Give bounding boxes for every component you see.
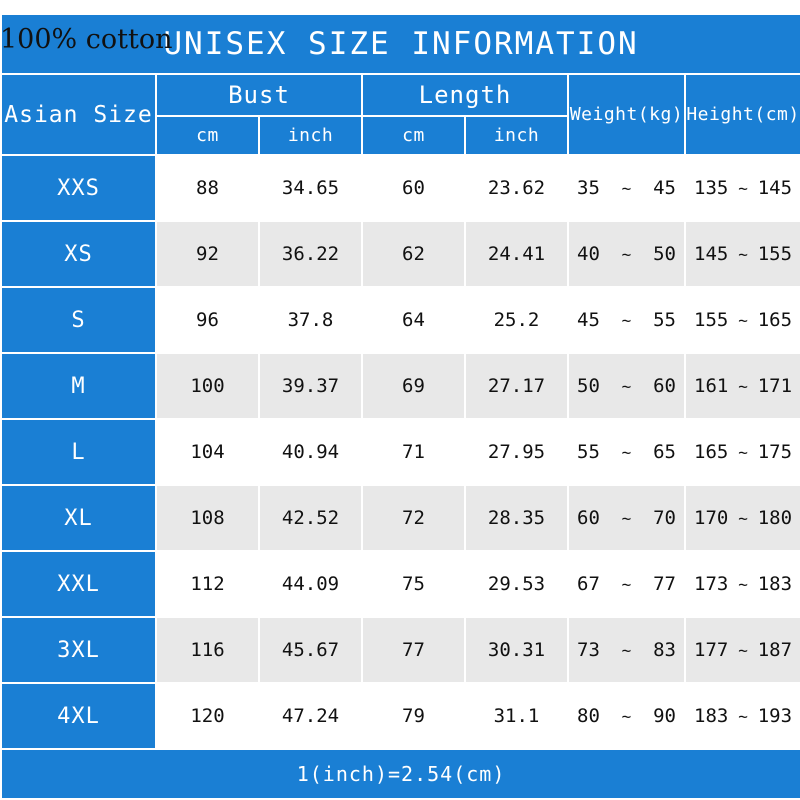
table-row xyxy=(1,485,800,551)
weight-max: 55 xyxy=(653,309,676,331)
height-min: 183 xyxy=(694,705,729,727)
row-size-label: XXL xyxy=(1,551,156,617)
cell-length-cm: 64 xyxy=(362,287,465,353)
cell-bust-cm: 112 xyxy=(156,551,259,617)
cell-bust-inch: 42.52 xyxy=(259,485,362,551)
cell-length-inch: 28.35 xyxy=(465,485,568,551)
cell-length-cm: 77 xyxy=(362,617,465,683)
cell-bust-cm: 96 xyxy=(156,287,259,353)
row-size-label: XXS xyxy=(1,155,156,221)
weight-max: 83 xyxy=(653,639,676,661)
range-tilde: ~ xyxy=(738,574,748,594)
weight-min: 45 xyxy=(577,309,600,331)
weight-min: 35 xyxy=(577,177,600,199)
header-bust: Bust xyxy=(156,74,362,116)
table-row xyxy=(1,155,800,221)
cell-length-inch: 27.17 xyxy=(465,353,568,419)
range-tilde: ~ xyxy=(621,706,632,726)
range-tilde: ~ xyxy=(621,640,632,660)
cell-bust-inch: 44.09 xyxy=(259,551,362,617)
header-length-inch: inch xyxy=(465,116,568,155)
cell-length-inch: 23.62 xyxy=(465,155,568,221)
range-tilde: ~ xyxy=(738,640,748,660)
height-max: 171 xyxy=(757,375,793,397)
cell-weight-range xyxy=(568,419,685,485)
cell-weight-range xyxy=(568,221,685,287)
row-size-label: XS xyxy=(1,221,156,287)
cell-bust-cm: 104 xyxy=(156,419,259,485)
table-title: UNISEX SIZE INFORMATION xyxy=(1,14,800,74)
height-max: 180 xyxy=(757,507,793,529)
cell-height-range xyxy=(685,353,800,419)
cell-height-range xyxy=(685,287,800,353)
range-tilde: ~ xyxy=(621,244,632,264)
range-tilde: ~ xyxy=(621,310,632,330)
row-size-label: L xyxy=(1,419,156,485)
weight-max: 90 xyxy=(653,705,676,727)
cell-height-range xyxy=(685,617,800,683)
range-tilde: ~ xyxy=(621,442,632,462)
cell-weight-range xyxy=(568,485,685,551)
cell-height-range xyxy=(685,683,800,749)
cell-height-range xyxy=(685,551,800,617)
cell-length-cm: 72 xyxy=(362,485,465,551)
header-bust-inch: inch xyxy=(259,116,362,155)
cell-height-range xyxy=(685,485,800,551)
cell-bust-cm: 120 xyxy=(156,683,259,749)
height-min: 173 xyxy=(694,573,729,595)
cell-length-cm: 71 xyxy=(362,419,465,485)
cell-height-range xyxy=(685,155,800,221)
row-size-label: S xyxy=(1,287,156,353)
range-tilde: ~ xyxy=(621,376,632,396)
cell-length-cm: 69 xyxy=(362,353,465,419)
height-max: 145 xyxy=(757,177,793,199)
table-row xyxy=(1,287,800,353)
height-min: 177 xyxy=(694,639,729,661)
row-size-label: XL xyxy=(1,485,156,551)
row-size-label: 4XL xyxy=(1,683,156,749)
weight-max: 77 xyxy=(653,573,676,595)
range-tilde: ~ xyxy=(621,178,632,198)
range-tilde: ~ xyxy=(621,574,632,594)
row-size-label: 3XL xyxy=(1,617,156,683)
cell-length-inch: 24.41 xyxy=(465,221,568,287)
cell-length-inch: 27.95 xyxy=(465,419,568,485)
cell-weight-range xyxy=(568,155,685,221)
height-max: 155 xyxy=(757,243,793,265)
range-tilde: ~ xyxy=(738,442,748,462)
height-min: 165 xyxy=(694,441,729,463)
header-height: Height(cm) xyxy=(685,74,800,155)
weight-max: 50 xyxy=(653,243,676,265)
weight-max: 60 xyxy=(653,375,676,397)
height-min: 155 xyxy=(694,309,729,331)
height-min: 170 xyxy=(694,507,729,529)
weight-min: 55 xyxy=(577,441,600,463)
cell-length-cm: 75 xyxy=(362,551,465,617)
weight-max: 70 xyxy=(653,507,676,529)
range-tilde: ~ xyxy=(738,244,748,264)
size-information-table xyxy=(0,13,800,800)
weight-min: 80 xyxy=(577,705,600,727)
table-row xyxy=(1,683,800,749)
cell-length-cm: 62 xyxy=(362,221,465,287)
cell-length-inch: 30.31 xyxy=(465,617,568,683)
cell-bust-cm: 108 xyxy=(156,485,259,551)
weight-min: 73 xyxy=(577,639,600,661)
header-asian-size: Asian Size xyxy=(1,74,156,155)
table-row xyxy=(1,221,800,287)
weight-min: 50 xyxy=(577,375,600,397)
cell-length-inch: 31.1 xyxy=(465,683,568,749)
cell-length-inch: 29.53 xyxy=(465,551,568,617)
height-max: 175 xyxy=(757,441,793,463)
cell-bust-cm: 92 xyxy=(156,221,259,287)
cell-length-cm: 79 xyxy=(362,683,465,749)
header-length-cm: cm xyxy=(362,116,465,155)
table-footer-row xyxy=(1,749,800,799)
cell-bust-cm: 100 xyxy=(156,353,259,419)
height-max: 165 xyxy=(757,309,793,331)
cell-height-range xyxy=(685,419,800,485)
cell-weight-range xyxy=(568,617,685,683)
cell-weight-range xyxy=(568,353,685,419)
row-size-label: M xyxy=(1,353,156,419)
conversion-note: 1(inch)=2.54(cm) xyxy=(1,749,800,799)
height-max: 183 xyxy=(757,573,793,595)
range-tilde: ~ xyxy=(738,178,748,198)
range-tilde: ~ xyxy=(738,706,748,726)
weight-min: 67 xyxy=(577,573,600,595)
range-tilde: ~ xyxy=(738,376,748,396)
header-length: Length xyxy=(362,74,568,116)
range-tilde: ~ xyxy=(738,508,748,528)
header-bust-cm: cm xyxy=(156,116,259,155)
cell-bust-cm: 116 xyxy=(156,617,259,683)
weight-max: 65 xyxy=(653,441,676,463)
cell-bust-cm: 88 xyxy=(156,155,259,221)
table-row xyxy=(1,353,800,419)
range-tilde: ~ xyxy=(621,508,632,528)
cell-bust-inch: 45.67 xyxy=(259,617,362,683)
height-max: 187 xyxy=(757,639,793,661)
height-min: 161 xyxy=(694,375,729,397)
header-row-primary xyxy=(1,74,800,116)
cell-bust-inch: 40.94 xyxy=(259,419,362,485)
cell-bust-inch: 39.37 xyxy=(259,353,362,419)
height-min: 145 xyxy=(694,243,729,265)
cell-bust-inch: 37.8 xyxy=(259,287,362,353)
height-min: 135 xyxy=(694,177,729,199)
weight-max: 45 xyxy=(653,177,676,199)
height-max: 193 xyxy=(757,705,793,727)
cell-bust-inch: 36.22 xyxy=(259,221,362,287)
cell-height-range xyxy=(685,221,800,287)
weight-min: 40 xyxy=(577,243,600,265)
header-weight: Weight(kg) xyxy=(568,74,685,155)
cell-weight-range xyxy=(568,551,685,617)
weight-min: 60 xyxy=(577,507,600,529)
cell-length-inch: 25.2 xyxy=(465,287,568,353)
cell-bust-inch: 47.24 xyxy=(259,683,362,749)
cell-bust-inch: 34.65 xyxy=(259,155,362,221)
range-tilde: ~ xyxy=(738,310,748,330)
table-row xyxy=(1,551,800,617)
table-row xyxy=(1,617,800,683)
cell-weight-range xyxy=(568,287,685,353)
table-row xyxy=(1,419,800,485)
cell-weight-range xyxy=(568,683,685,749)
cotton-overlay-text: 100% cotton xyxy=(0,24,173,55)
cell-length-cm: 60 xyxy=(362,155,465,221)
